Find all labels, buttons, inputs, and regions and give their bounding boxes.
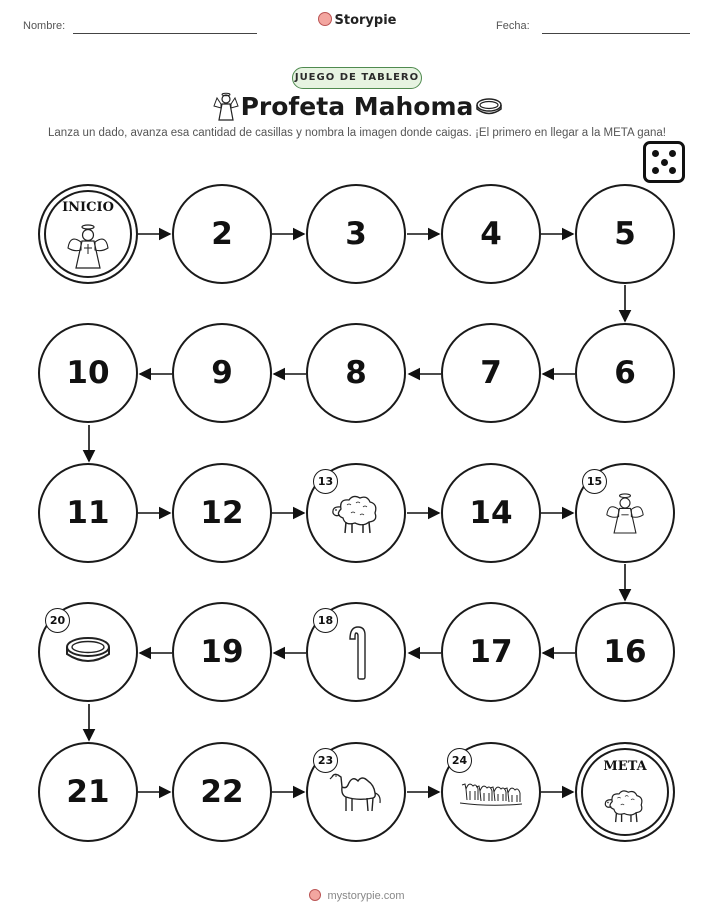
board-square — [306, 323, 406, 423]
square-number-badge: 18 — [313, 608, 338, 633]
square-number-badge: 13 — [313, 469, 338, 494]
board-square — [172, 184, 272, 284]
camel-icon — [328, 767, 384, 817]
ring-icon — [63, 634, 113, 670]
board-square — [575, 184, 675, 284]
angel-icon — [66, 222, 110, 270]
square-number: 19 — [200, 634, 244, 670]
board-square — [441, 463, 541, 563]
storypie-logo-icon — [309, 889, 321, 901]
start-label: INICIO — [62, 200, 114, 215]
square-number: 21 — [66, 774, 110, 810]
board-square — [172, 742, 272, 842]
name-label: Nombre: — [23, 20, 66, 32]
square-number-badge: 23 — [313, 748, 338, 773]
sheep-icon — [329, 491, 383, 535]
footer-url[interactable]: mystorypie.com — [327, 890, 405, 902]
instructions-text: Lanza un dado, avanza esa cantidad de casillas y nombra la imagen donde caigas. ¡El primero en llegar a la META gana! — [48, 127, 666, 139]
square-number: 16 — [603, 634, 647, 670]
board-square — [172, 602, 272, 702]
date-label: Fecha: — [496, 20, 530, 32]
board-square — [38, 742, 138, 842]
staff-icon — [341, 623, 371, 681]
square-number: 7 — [480, 355, 502, 391]
square-number: 22 — [200, 774, 244, 810]
goal-label: META — [603, 759, 647, 774]
angel-icon — [605, 490, 645, 536]
board-square — [306, 184, 406, 284]
square-number: 12 — [200, 495, 244, 531]
camel-caravan-icon — [460, 775, 522, 809]
square-number: 10 — [66, 355, 110, 391]
board-square — [172, 323, 272, 423]
square-number: 8 — [345, 355, 367, 391]
board-square-goal — [575, 742, 675, 842]
square-number: 3 — [345, 216, 367, 252]
board-square — [575, 323, 675, 423]
square-number-badge: 15 — [582, 469, 607, 494]
board-square — [38, 463, 138, 563]
square-number: 11 — [66, 495, 110, 531]
square-number: 9 — [211, 355, 233, 391]
footer — [0, 889, 714, 902]
brand-name: Storypie — [334, 13, 397, 28]
square-number: 17 — [469, 634, 513, 670]
board-square — [575, 602, 675, 702]
page-title: Profeta Mahoma — [240, 92, 474, 121]
sheep-icon — [602, 786, 648, 824]
game-type-badge: JUEGO DE TABLERO — [292, 67, 422, 89]
square-number: 2 — [211, 216, 233, 252]
board-square — [172, 463, 272, 563]
board-square — [441, 184, 541, 284]
board-square — [441, 602, 541, 702]
board-square — [38, 323, 138, 423]
square-number-badge: 24 — [447, 748, 472, 773]
board-square — [441, 323, 541, 423]
board-square-start — [38, 184, 138, 284]
square-number: 4 — [480, 216, 502, 252]
square-number: 6 — [614, 355, 636, 391]
square-number-badge: 20 — [45, 608, 70, 633]
square-number: 14 — [469, 495, 513, 531]
square-number: 5 — [614, 216, 636, 252]
